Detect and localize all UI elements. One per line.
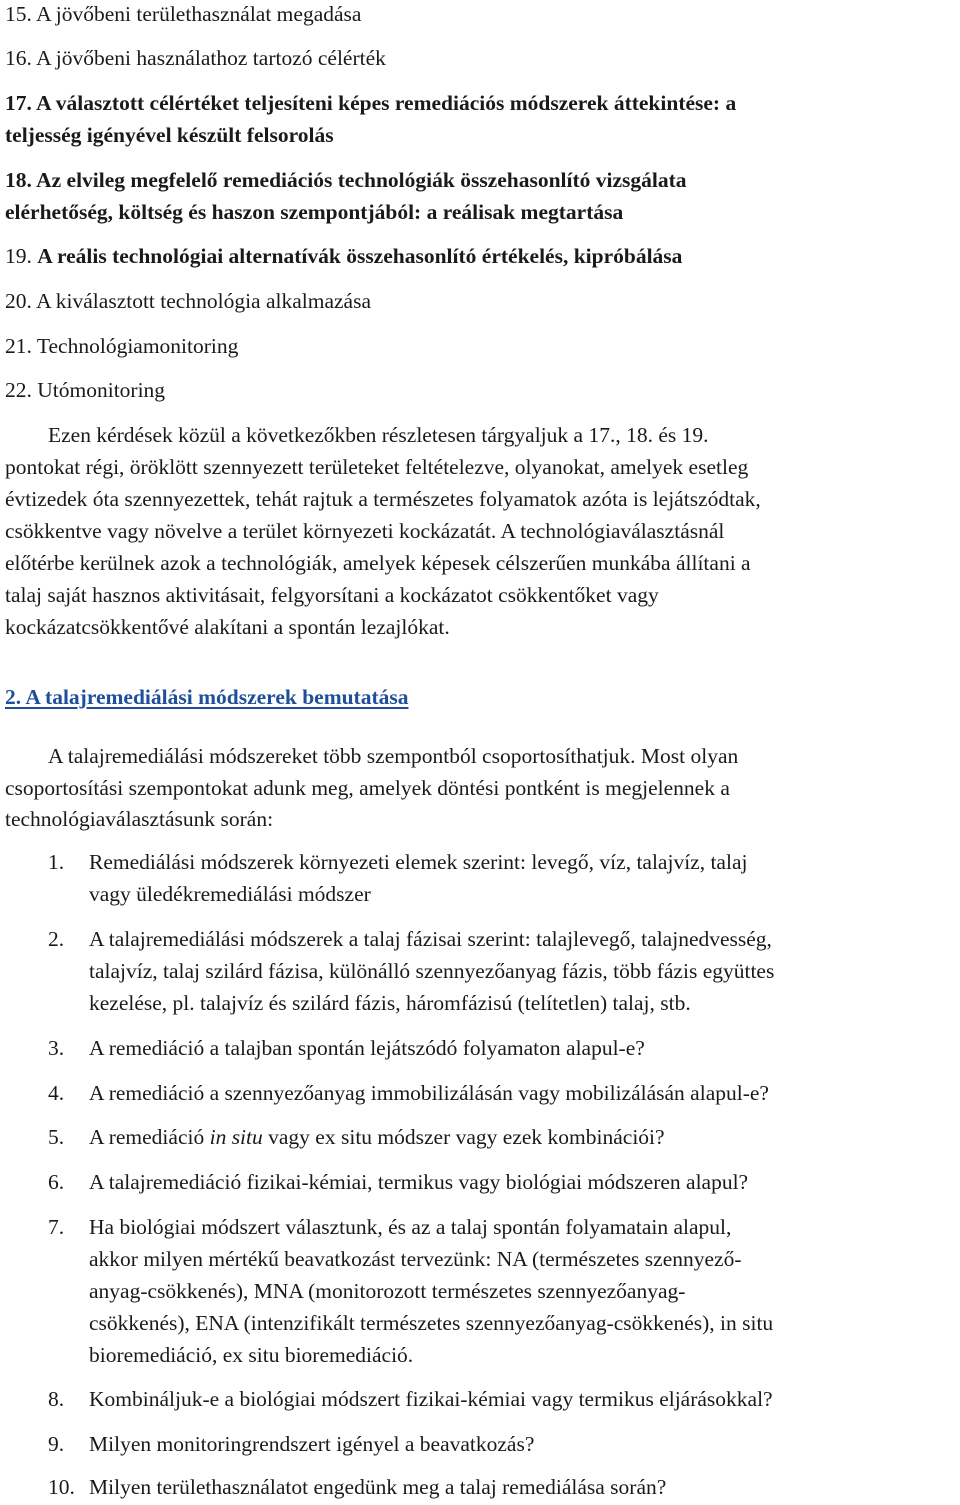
- list-item-text: csökkenés), ENA (intenzifikált természetes szennyezőanyag-csökkenés), in situ: [89, 1311, 774, 1335]
- list-item-text: A talajremediáció fizikai-kémiai, termikus vagy biológiai módszeren alapul?: [89, 1170, 749, 1194]
- list-item-text: anyag-csökkenés), MNA (monitorozott természetes szennyezőanyag-: [89, 1279, 686, 1303]
- list-item-text: akkor milyen mértékű beavatkozást tervezünk: NA (természetes szennyező-: [89, 1247, 742, 1271]
- paragraph-line: csökkentve vagy növelve a terület környezeti kockázatát. A technológiaválasztásnál: [5, 519, 725, 543]
- list-item-text: Kombináljuk-e a biológiai módszert fizikai-kémiai vagy termikus eljárásokkal?: [89, 1387, 773, 1411]
- list-item-text: A remediáció a talajban spontán lejátszódó folyamaton alapul-e?: [89, 1036, 645, 1060]
- list-item-number: 7.: [48, 1215, 65, 1239]
- paragraph-line: kockázatcsökkentővé alakítani a spontán lezajlókat.: [5, 615, 450, 639]
- list-item-text: A remediáció in situ vagy ex situ módszer vagy ezek kombinációi?: [89, 1125, 665, 1149]
- list-item-number: 4.: [48, 1081, 65, 1105]
- list-item-text: Milyen monitoringrendszert igényel a beavatkozás?: [89, 1432, 535, 1456]
- list-item-number: 9.: [48, 1432, 65, 1456]
- step-21: 21. Technológiamonitoring: [5, 334, 239, 358]
- step-18: 18. Az elvileg megfelelő remediációs technológiák összehasonlító vizsgálata: [5, 168, 687, 192]
- step-18-cont: elérhetőség, költség és haszon szempontjából: a reálisak megtartása: [5, 200, 624, 224]
- list-item-text: Milyen területhasználatot engedünk meg a talaj remediálása során?: [89, 1475, 667, 1499]
- list-item-number: 5.: [48, 1125, 65, 1149]
- paragraph-line: előtérbe kerülnek azok a technológiák, amelyek képesek célszerűen munkába állítani a: [5, 551, 751, 575]
- list-item-text: bioremediáció, ex situ bioremediáció.: [89, 1343, 414, 1367]
- step-15: 15. A jövőbeni területhasználat megadása: [5, 2, 362, 26]
- paragraph-line: Ezen kérdések közül a következőkben részletesen tárgyaljuk a 17., 18. és 19.: [48, 423, 709, 447]
- list-item-number: 3.: [48, 1036, 65, 1060]
- paragraph-line: évtizedek óta szennyezettek, tehát rajtuk a természetes folyamatok azóta is lejátszódtak,: [5, 487, 761, 511]
- step-17: 17. A választott célértéket teljesíteni képes remediációs módszerek áttekintése: a: [5, 91, 737, 115]
- list-item-text: A remediáció a szennyezőanyag immobilizálásán vagy mobilizálásán alapul-e?: [89, 1081, 769, 1105]
- list-item-text: talajvíz, talaj szilárd fázisa, különálló szennyezőanyag fázis, több fázis együttes: [89, 959, 775, 983]
- list-item-number: 8.: [48, 1387, 65, 1411]
- paragraph-line: talaj saját hasznos aktivitásait, felgyorsítani a kockázatot csökkentőket vagy: [5, 583, 659, 607]
- list-item-number: 6.: [48, 1170, 65, 1194]
- step-19: 19. A reális technológiai alternatívák összehasonlító értékelés, kipróbálása: [5, 244, 683, 268]
- section-heading: 2. A talajremediálási módszerek bemutatása: [5, 685, 409, 709]
- paragraph-line: csoportosítási szempontokat adunk meg, amelyek döntési pontként is megjelennek a: [5, 776, 730, 800]
- step-17-cont: teljesség igényével készült felsorolás: [5, 123, 334, 147]
- list-item-number: 2.: [48, 927, 65, 951]
- paragraph-line: A talajremediálási módszereket több szempontból csoportosíthatjuk. Most olyan: [48, 744, 739, 768]
- step-20: 20. A kiválasztott technológia alkalmazása: [5, 289, 371, 313]
- list-item-text: kezelése, pl. talajvíz és szilárd fázis, háromfázisú (telítetlen) talaj, stb.: [89, 991, 691, 1015]
- list-item-number: 10.: [48, 1475, 75, 1499]
- list-item-text: Remediálási módszerek környezeti elemek szerint: levegő, víz, talajvíz, talaj: [89, 850, 748, 874]
- paragraph-line: pontokat régi, öröklött szennyezett területeket feltételezve, olyanokat, amelyek esetleg: [5, 455, 749, 479]
- list-item-number: 1.: [48, 850, 65, 874]
- list-item-text: vagy üledékremediálási módszer: [89, 882, 371, 906]
- step-22: 22. Utómonitoring: [5, 378, 166, 402]
- step-16: 16. A jövőbeni használathoz tartozó célérték: [5, 46, 386, 70]
- paragraph-line: technológiaválasztásunk során:: [5, 807, 274, 831]
- list-item-text: A talajremediálási módszerek a talaj fázisai szerint: talajlevegő, talajnedvesség,: [89, 927, 772, 951]
- list-item-text: Ha biológiai módszert választunk, és az a talaj spontán folyamatain alapul,: [89, 1215, 732, 1239]
